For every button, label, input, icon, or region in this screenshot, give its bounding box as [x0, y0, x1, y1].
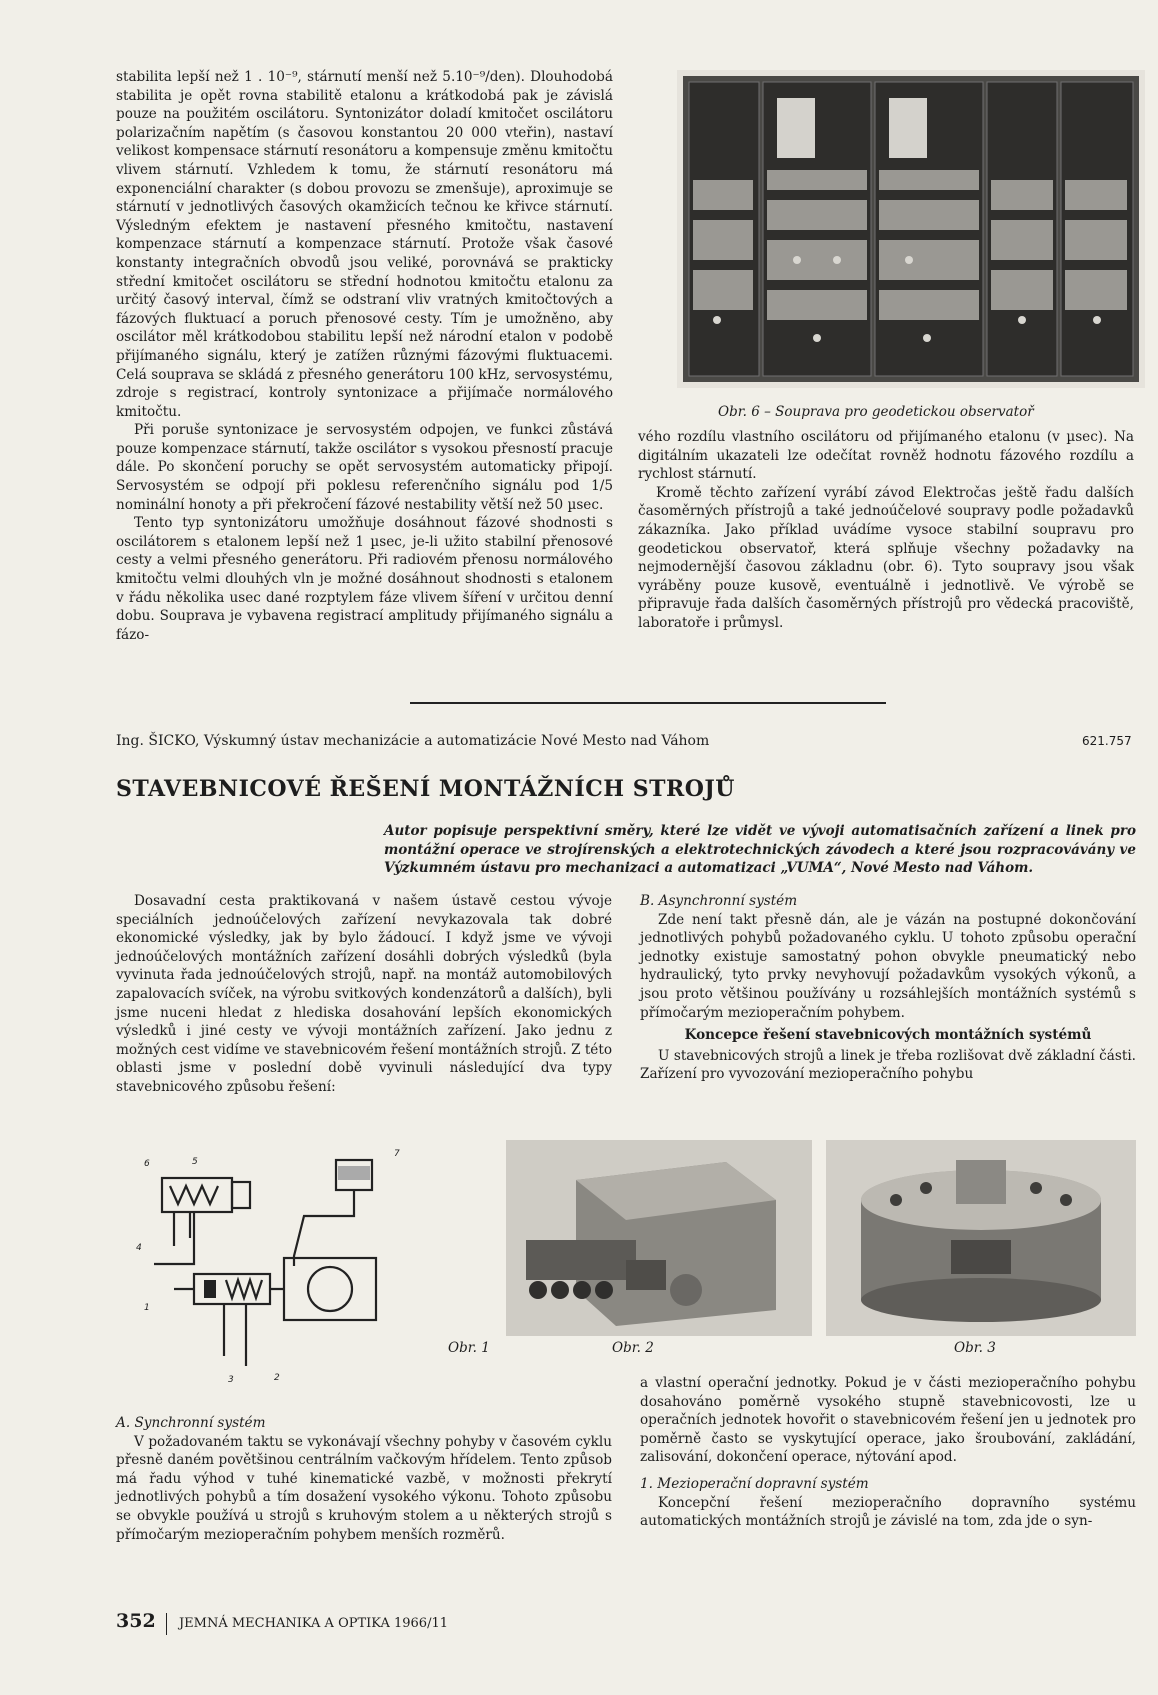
paragraph: V požadovaném taktu se vykonávají všechny pohyby v časovém cyklu přesně daném povětšinou centrálním vačkovým hřídelem. Tento způsob má řadu výhod v tuhé kinematické vazbě, v možnosti překrytí jednotlivých pohybů a tím dosažení vysokého výkonu. Tohoto způsobu se obvykle používá u strojů s kruhovým stolem a u některých strojů s přímočarým mezioperačním pohybem menších rozměrů.: [116, 1433, 612, 1543]
journal-name: JEMNÁ MECHANIKA A OPTIKA 1966/11: [178, 1616, 448, 1631]
paragraph: vého rozdílu vlastního oscilátoru od přijímaného etalonu (v µsec). Na digitálním ukazateli lze odečítat rovněž hodnotu fázového rozdílu a rychlost stárnutí.: [638, 429, 1134, 483]
paragraph: Při poruše syntonizace je servosystém odpojen, ve funkci zůstává pouze kompenzace stárnutí, takže oscilátor s vysokou přesností pracuje dále. Po skončení poruchy se opět servosystém automaticky připojí. Servosystém se odpojí při poklesu referenčního signálu pod 1/5 nominální honoty a při překročení fázové nestability větší než 50 µsec.: [116, 422, 613, 513]
paragraph: Koncepční řešení mezioperačního dopravního systému automatických montážních strojů je závislé na tom, zda jde o syn-: [640, 1494, 1136, 1530]
paragraph: stabilita lepší než 1 . 10⁻⁹, stárnutí menší než 5.10⁻⁹/den). Dlouhodobá stabilita je opět rovna stabilitě etalonu a krátkodobá pak je závislá pouze na použitém oscilátoru. Syntonizátor doladí kmitočet oscilátoru polarizačním napětím (s časovou konstantou 20 000 vteřin), nastaví velikost kompensace stárnutí resonátoru a kompensuje změnu kmitočtu vlivem stárnutí. Vzhledem k tomu, že stárnutí resonátoru má exponenciální charakter (s dobou provozu se zmenšuje), aproximuje se stárnutí v jednotlivých časových okamžicích tečnou ke křivce stárnutí. Výsledným efektem je nastavení přesného kmitočtu, nastavení kompenzace stárnutí a kompenzace stárnutí. Protože však časové konstanty integračních obvodů jsou veliké, porovnává se prakticky střední kmitočet oscilátoru se střední hodnotou kmitočtu etalonu za určitý časový interval, čímž se odstraní vliv vratných kmitočtových a fázových fluktuací a poruch přenosové cesty. Tím je umožněno, aby oscilátor měl krátkodobou stabilitu lepší než národní etalon v podobě přijímaného signálu, který je zatížen různými fázovými fluktuacemi. Celá souprava se skládá z přesného generátoru 100 kHz, servosystému, zdroje s registrací, kontroly syntonizace a přijímače normálového kmitočtu.: [116, 69, 613, 420]
paragraph: Zde není takt přesně dán, ale je vázán na postupné dokončování jednotlivých pohybů požadovaného cyklu. U tohoto způsobu operační jednotky existuje samostatný pohon obvykle pneumatický nebo hydraulický, tyto prvky nevyhovují požadavkům vysokých výkonů, a jsou proto většinou používány u rozsáhlejších montážních systémů s přímočarým mezioperačním pohybem.: [640, 911, 1136, 1021]
author-line: Ing. ŠICKO, Výskumný ústav mechanizácie a automatizácie Nové Mesto nad Váhom: [116, 733, 710, 749]
section-heading-a: A. Synchronní systém: [116, 1415, 266, 1431]
paragraph: Kromě těchto zařízení vyrábí závod Elektročas ještě řadu dalších časoměrných přístrojů a také jednoúčelové soupravy podle požadavků zákazníka. Jako příklad uvádíme vysoce stabilní soupravu pro geodetickou observatoř, která splňuje všechny požadavky na nejmodernější časovou základnu (obr. 6). Tyto soupravy jsou však vyráběny pouze kusově, eventuálně i jednotlivě. Ve výrobě se připravuje řada dalších časoměrných přístrojů pro vědecká pracoviště, laboratoře i průmysl.: [638, 484, 1134, 631]
mid-left-column: [116, 892, 612, 1097]
bottom-right-column: [640, 1374, 1136, 1531]
diagram-label-3: 3: [228, 1375, 234, 1385]
top-right-column: [638, 428, 1134, 633]
bottom-left-column: [116, 1414, 612, 1544]
paragraph: U stavebnicových strojů a linek je třeba rozlišovat dvě základní části. Zařízení pro vyvozování mezioperačního pohybu: [640, 1047, 1136, 1083]
diagram-label-1: 1: [144, 1303, 150, 1313]
figure-6-caption: Obr. 6 – Souprava pro geodetickou observatoř: [718, 404, 1034, 420]
abstract: Autor popisuje perspektivní směry, které lze vidět ve vývoji automatisačních zařízení a linek pro montážní operace ve strojírenských a elektrotechnických závodech a které jsou rozpracovávány ve Výzkumném ústavu pro mechanizaci a automatizaci „VUMA“, Nové Mesto nad Váhom.: [384, 823, 1136, 876]
section-heading-1: 1. Mezioperační dopravní systém: [640, 1475, 869, 1492]
section-heading-b: B. Asynchronní systém: [640, 893, 798, 909]
article-title: STAVEBNICOVÉ ŘEŠENÍ MONTÁŽNÍCH STROJŮ: [116, 776, 735, 802]
page-number: 352: [116, 1610, 156, 1632]
section-divider: [410, 702, 886, 704]
diagram-label-4: 4: [136, 1243, 142, 1253]
mid-right-column: [640, 892, 1136, 1084]
diagram-label-2: 2: [274, 1373, 280, 1383]
diagram-label-7: 7: [394, 1149, 400, 1159]
figure-6-photo: [677, 70, 1145, 388]
figure-1-caption: Obr. 1: [448, 1340, 490, 1356]
figure-2-caption: Obr. 2: [612, 1340, 654, 1356]
paragraph: a vlastní operační jednotky. Pokud je v části mezioperačního pohybu dosahováno poměrně vysokého stupně stavebnicovosti, lze u operačních jednotek hovořit o stavebnicovém řešení jen u jednotek pro poměrně často se vyskytující operace, jako šroubování, zakládání, zalisování, dokončení operace, nýtování apod.: [640, 1375, 1136, 1466]
footer-divider: [166, 1613, 167, 1635]
top-left-column: [116, 68, 613, 644]
diagram-label-5: 5: [192, 1157, 198, 1167]
udc-number: 621.757: [1082, 734, 1132, 748]
figure-3-photo: [826, 1140, 1136, 1336]
figure-3-caption: Obr. 3: [954, 1340, 996, 1356]
paragraph: Tento typ syntonizátoru umožňuje dosáhnout fázové shodnosti s oscilátorem s etalonem lepší než 1 µsec, je-li užito stabilní přenosové cesty a velmi přesného generátoru. Při radiovém přenosu normálového kmitočtu velmi dlouhých vln je možné dosáhnout shodnosti s etalonem v řádu několika usec dané rozptylem fáze vlivem šíření v určitou denní dobu. Souprava je vybavena registrací amplitudy přijímaného signálu a fázo-: [116, 515, 613, 643]
paragraph: Dosavadní cesta praktikovaná v našem ústavě cestou vývoje speciálních jednoúčelových zařízení nevykazovala tak dobré ekonomické výsledky, jak by bylo žádoucí. I když jsme ve vývoji jednoúčelových montážních zařízení dosáhli dobrých výsledků (byla vyvinuta řada jednoúčelových strojů, např. na montáž automobilových zapalovacích svíček, na výrobu svitkových kondenzátorů a dalších), byli jsme nuceni hledat z hlediska dosahování lepších ekonomických výsledků i jiné cesty ve vývoji montážních zařízení. Jako jednu z možných cest vidíme ve stavebnicovém řešení montážních strojů. Z této oblasti jsme v poslední době vyvinuli následující dva typy stavebnicového způsobu řešení:: [116, 893, 612, 1095]
figure-1-diagram: [134, 1146, 434, 1396]
page-footer: [116, 1610, 448, 1635]
diagram-label-6: 6: [144, 1159, 150, 1169]
subsection-heading: Koncepce řešení stavebnicových montážních systémů: [684, 1027, 1092, 1044]
figure-2-photo: [506, 1140, 812, 1336]
